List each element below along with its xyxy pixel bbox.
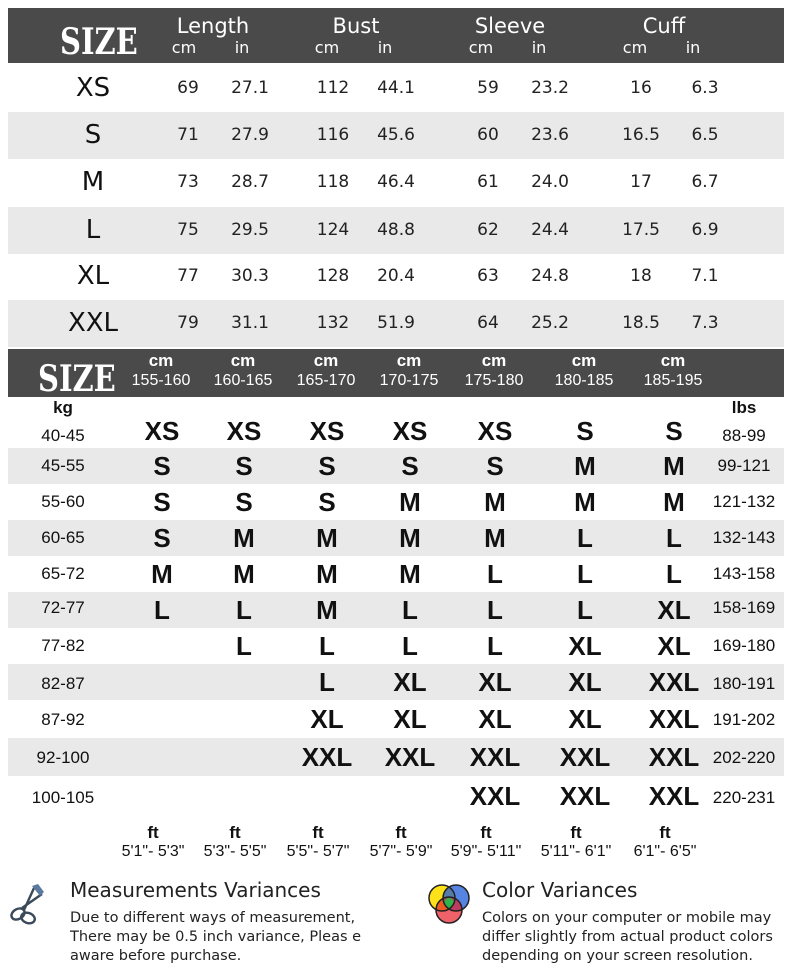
measurement-value: 6.9 [691, 220, 719, 240]
size-cell: XXL [648, 781, 700, 811]
measurement-value: 24.4 [531, 220, 569, 240]
size-cell: L [487, 595, 503, 625]
feet-range: 5'11"- 6'1" [540, 843, 612, 860]
size-cell: XL [478, 704, 512, 734]
measurement-value: 29.5 [231, 220, 269, 240]
weight-kg-cell: 65-72 [41, 564, 85, 583]
feet-range: 6'1"- 6'5" [633, 843, 697, 860]
weight-kg-cell: 87-92 [41, 710, 85, 729]
measurement-value: 51.9 [377, 313, 415, 333]
sleeve-column-header [450, 14, 570, 58]
weight-lbs-cell: 180-191 [712, 674, 776, 693]
sleeve-title: Sleeve [474, 14, 546, 38]
measurement-row [8, 300, 784, 347]
size-cell: XL [393, 667, 427, 697]
size-cell: XS [144, 416, 180, 446]
cuff-in-unit: in [685, 38, 701, 57]
size-guide-row [8, 628, 784, 664]
ft-unit: ft [480, 823, 492, 842]
height-column-header [203, 351, 283, 391]
ft-unit: ft [395, 823, 407, 842]
measurement-value: 18.5 [622, 313, 660, 333]
size-cell: M [399, 523, 421, 553]
measurement-value: 64 [477, 313, 499, 333]
size-cell: XL [478, 667, 512, 697]
size-cell: XL [657, 631, 691, 661]
measurement-value: 7.1 [691, 266, 719, 286]
measurement-value: 20.4 [377, 266, 415, 286]
kg-label: kg [53, 398, 73, 417]
measurement-row [8, 112, 784, 159]
measurement-value: 25.2 [531, 313, 569, 333]
feet-range: 5'9"- 5'11" [450, 843, 522, 860]
measurement-value: 16.5 [622, 125, 660, 145]
size-cell: XXL [384, 742, 436, 772]
size-guide-header-label: SIZE [38, 357, 116, 400]
measurement-value: 24.0 [531, 172, 569, 192]
cuff-column-header [604, 14, 724, 58]
measurement-value: 112 [316, 78, 350, 98]
sleeve-in-unit: in [531, 38, 547, 57]
size-cell: L [666, 559, 682, 589]
height-feet-cell [358, 824, 444, 862]
weight-lbs-cell: 169-180 [712, 636, 776, 655]
weight-lbs-cell: 143-158 [712, 564, 776, 583]
measurement-value: 75 [177, 220, 199, 240]
size-guide-row [8, 398, 784, 448]
sleeve-cm-unit: cm [468, 38, 494, 57]
size-cell: XXL [648, 704, 700, 734]
length-column-header [153, 14, 273, 58]
height-range: 170-175 [379, 372, 439, 389]
size-cell: S [486, 451, 504, 481]
height-range: 175-180 [464, 372, 524, 389]
size-cell: M [484, 523, 506, 553]
size-cell: M [399, 559, 421, 589]
weight-lbs-cell: 99-121 [717, 456, 771, 475]
height-range: 180-185 [554, 372, 614, 389]
size-header-label: SIZE [60, 20, 138, 63]
measurement-value: 63 [477, 266, 499, 286]
measurement-value: 6.3 [691, 78, 719, 98]
size-guide-row [8, 592, 784, 628]
color-line: differ slightly from actual product colors [482, 929, 773, 945]
measurement-value: 44.1 [377, 78, 415, 98]
measurement-value: 128 [316, 266, 350, 286]
size-cell: XXL [648, 742, 700, 772]
color-line: depending on your screen resolution. [482, 948, 753, 964]
size-cell: M [484, 487, 506, 517]
size-cell: S [235, 487, 253, 517]
size-cell: XXL [469, 781, 521, 811]
weight-kg-cell: 82-87 [41, 674, 85, 693]
size-cell: XXL [301, 742, 353, 772]
size-cell: XL [76, 261, 110, 291]
size-cell: XS [309, 416, 345, 446]
measurement-value: 24.8 [531, 266, 569, 286]
height-column-header [454, 351, 534, 391]
size-guide-row [8, 448, 784, 484]
size-guide-row [8, 738, 784, 776]
size-guide-row [8, 776, 784, 816]
measurement-value: 28.7 [231, 172, 269, 192]
size-cell: XL [310, 704, 344, 734]
measurement-value: 79 [177, 313, 199, 333]
size-cell: L [236, 631, 252, 661]
size-cell: M [399, 487, 421, 517]
size-cell: S [576, 416, 594, 446]
height-feet-cell [275, 824, 361, 862]
size-cell: S [318, 451, 336, 481]
ft-unit: ft [570, 823, 582, 842]
weight-lbs-cell: 202-220 [712, 748, 776, 767]
weight-lbs-cell: 191-202 [712, 710, 776, 729]
weight-kg-cell: 100-105 [31, 788, 95, 807]
feet-range: 5'5"- 5'7" [286, 843, 350, 860]
size-cell: XL [568, 704, 602, 734]
size-cell: L [85, 215, 101, 245]
measurement-value: 6.7 [691, 172, 719, 192]
measurement-value: 18 [630, 266, 652, 286]
measurement-value: 23.2 [531, 78, 569, 98]
ft-unit: ft [147, 823, 159, 842]
weight-kg-cell: 77-82 [41, 636, 85, 655]
measurement-table-header [8, 8, 784, 63]
height-feet-cell [110, 824, 196, 862]
height-range: 185-195 [643, 372, 703, 389]
measurement-value: 118 [316, 172, 350, 192]
size-cell: M [233, 523, 255, 553]
ft-unit: ft [229, 823, 241, 842]
size-cell: M [316, 595, 338, 625]
measurement-value: 30.3 [231, 266, 269, 286]
weight-lbs-cell: 121-132 [712, 492, 776, 511]
size-cell: L [666, 523, 682, 553]
weight-lbs-cell: 132-143 [712, 528, 776, 547]
size-cell: M [663, 487, 685, 517]
height-unit: cm [313, 351, 339, 370]
scissors-icon [4, 880, 54, 930]
measurement-value: 73 [177, 172, 199, 192]
measurement-value: 16 [630, 78, 652, 98]
measurement-row [8, 65, 784, 112]
size-cell: L [154, 595, 170, 625]
weight-kg-cell: 92-100 [36, 748, 90, 767]
size-cell: L [402, 631, 418, 661]
lbs-label: lbs [731, 398, 757, 417]
size-guide-row [8, 484, 784, 520]
color-variances-text [482, 909, 773, 966]
measurement-value: 46.4 [377, 172, 415, 192]
size-cell: XL [568, 667, 602, 697]
size-cell: S [401, 451, 419, 481]
size-cell: S [153, 451, 171, 481]
height-range: 165-170 [296, 372, 356, 389]
size-cell: S [153, 487, 171, 517]
bust-column-header [296, 14, 416, 58]
measurement-variances-text [70, 909, 361, 966]
size-cell: S [318, 487, 336, 517]
measurement-value: 48.8 [377, 220, 415, 240]
feet-range: 5'7"- 5'9" [369, 843, 433, 860]
measurement-value: 132 [316, 313, 350, 333]
measurement-line: Due to different ways of measurement, [70, 910, 356, 926]
weight-kg-cell: 60-65 [41, 528, 85, 547]
measurement-value: 77 [177, 266, 199, 286]
color-wheel-icon [424, 880, 474, 930]
height-unit: cm [481, 351, 507, 370]
size-cell: M [663, 451, 685, 481]
height-feet-cell [622, 824, 708, 862]
size-cell: XXL [67, 308, 119, 338]
size-guide-row [8, 520, 784, 556]
feet-range: 5'3"- 5'5" [203, 843, 267, 860]
measurement-value: 62 [477, 220, 499, 240]
size-cell: S [665, 416, 683, 446]
feet-range: 5'1"- 5'3" [121, 843, 185, 860]
size-guide-row [8, 664, 784, 700]
size-cell: M [574, 487, 596, 517]
measurement-line: There may be 0.5 inch variance, Pleas e [70, 929, 362, 945]
size-cell: L [402, 595, 418, 625]
measurement-value: 23.6 [531, 125, 569, 145]
size-cell: XXL [559, 742, 611, 772]
height-column-header [633, 351, 713, 391]
size-cell: L [577, 559, 593, 589]
size-cell: S [235, 451, 253, 481]
measurement-value: 27.1 [231, 78, 269, 98]
weight-kg-cell: 40-45 [41, 426, 85, 445]
size-cell: M [316, 559, 338, 589]
height-feet-cell [443, 824, 529, 862]
measurement-line: aware before purchase. [70, 948, 242, 964]
height-unit: cm [148, 351, 174, 370]
size-guide-row [8, 556, 784, 592]
measurement-row [8, 159, 784, 206]
size-cell: L [236, 595, 252, 625]
height-feet-cell [192, 824, 278, 862]
measurement-variances-title: Measurements Variances [70, 878, 321, 902]
size-cell: S [84, 120, 102, 150]
height-unit: cm [571, 351, 597, 370]
measurement-value: 71 [177, 125, 199, 145]
ft-unit: ft [312, 823, 324, 842]
size-guide-header [8, 349, 784, 400]
size-cell: L [319, 631, 335, 661]
size-cell: M [233, 559, 255, 589]
size-cell: L [487, 631, 503, 661]
bust-in-unit: in [377, 38, 393, 57]
height-unit: cm [396, 351, 422, 370]
size-cell: XXL [559, 781, 611, 811]
size-cell: XL [657, 595, 691, 625]
measurement-value: 69 [177, 78, 199, 98]
measurement-value: 6.5 [691, 125, 719, 145]
size-cell: M [151, 559, 173, 589]
height-feet-cell [533, 824, 619, 862]
measurement-value: 60 [477, 125, 499, 145]
length-cm-unit: cm [171, 38, 197, 57]
height-column-header [286, 351, 366, 391]
length-title: Length [176, 14, 250, 38]
size-cell: XS [226, 416, 262, 446]
ft-unit: ft [659, 823, 671, 842]
measurement-value: 124 [316, 220, 350, 240]
size-cell: M [316, 523, 338, 553]
height-range: 160-165 [213, 372, 273, 389]
size-cell: XS [392, 416, 428, 446]
weight-kg-cell: 55-60 [41, 492, 85, 511]
weight-lbs-cell: 158-169 [712, 598, 776, 617]
weight-lbs-cell: 88-99 [722, 426, 766, 445]
measurement-row [8, 253, 784, 300]
size-cell: S [153, 523, 171, 553]
measurement-value: 17.5 [622, 220, 660, 240]
measurement-value: 17 [630, 172, 652, 192]
measurement-value: 116 [316, 125, 350, 145]
size-cell: L [319, 667, 335, 697]
size-guide-row [8, 700, 784, 738]
measurement-value: 45.6 [377, 125, 415, 145]
measurement-value: 27.9 [231, 125, 269, 145]
size-cell: L [577, 523, 593, 553]
size-cell: XS [477, 416, 513, 446]
height-range: 155-160 [131, 372, 191, 389]
size-cell: XL [568, 631, 602, 661]
bust-title: Bust [332, 14, 380, 38]
height-unit: cm [230, 351, 256, 370]
measurement-value: 61 [477, 172, 499, 192]
size-cell: XXL [648, 667, 700, 697]
measurement-value: 59 [477, 78, 499, 98]
cuff-title: Cuff [642, 14, 686, 38]
weight-kg-cell: 72-77 [41, 598, 85, 617]
measurement-value: 31.1 [231, 313, 269, 333]
height-column-header [121, 351, 201, 391]
size-cell: XXL [469, 742, 521, 772]
weight-lbs-cell: 220-231 [712, 788, 776, 807]
color-line: Colors on your computer or mobile may [482, 910, 772, 926]
height-column-header [544, 351, 624, 391]
size-cell: XS [75, 73, 111, 103]
size-cell: XL [393, 704, 427, 734]
measurement-row [8, 207, 784, 254]
size-cell: M [81, 167, 105, 197]
size-cell: L [577, 595, 593, 625]
size-cell: L [487, 559, 503, 589]
color-variances-title: Color Variances [482, 878, 638, 902]
height-unit: cm [660, 351, 686, 370]
bust-cm-unit: cm [314, 38, 340, 57]
length-in-unit: in [234, 38, 250, 57]
cuff-cm-unit: cm [622, 38, 648, 57]
measurement-value: 7.3 [691, 313, 719, 333]
height-column-header [369, 351, 449, 391]
size-cell: M [574, 451, 596, 481]
weight-kg-cell: 45-55 [41, 456, 85, 475]
